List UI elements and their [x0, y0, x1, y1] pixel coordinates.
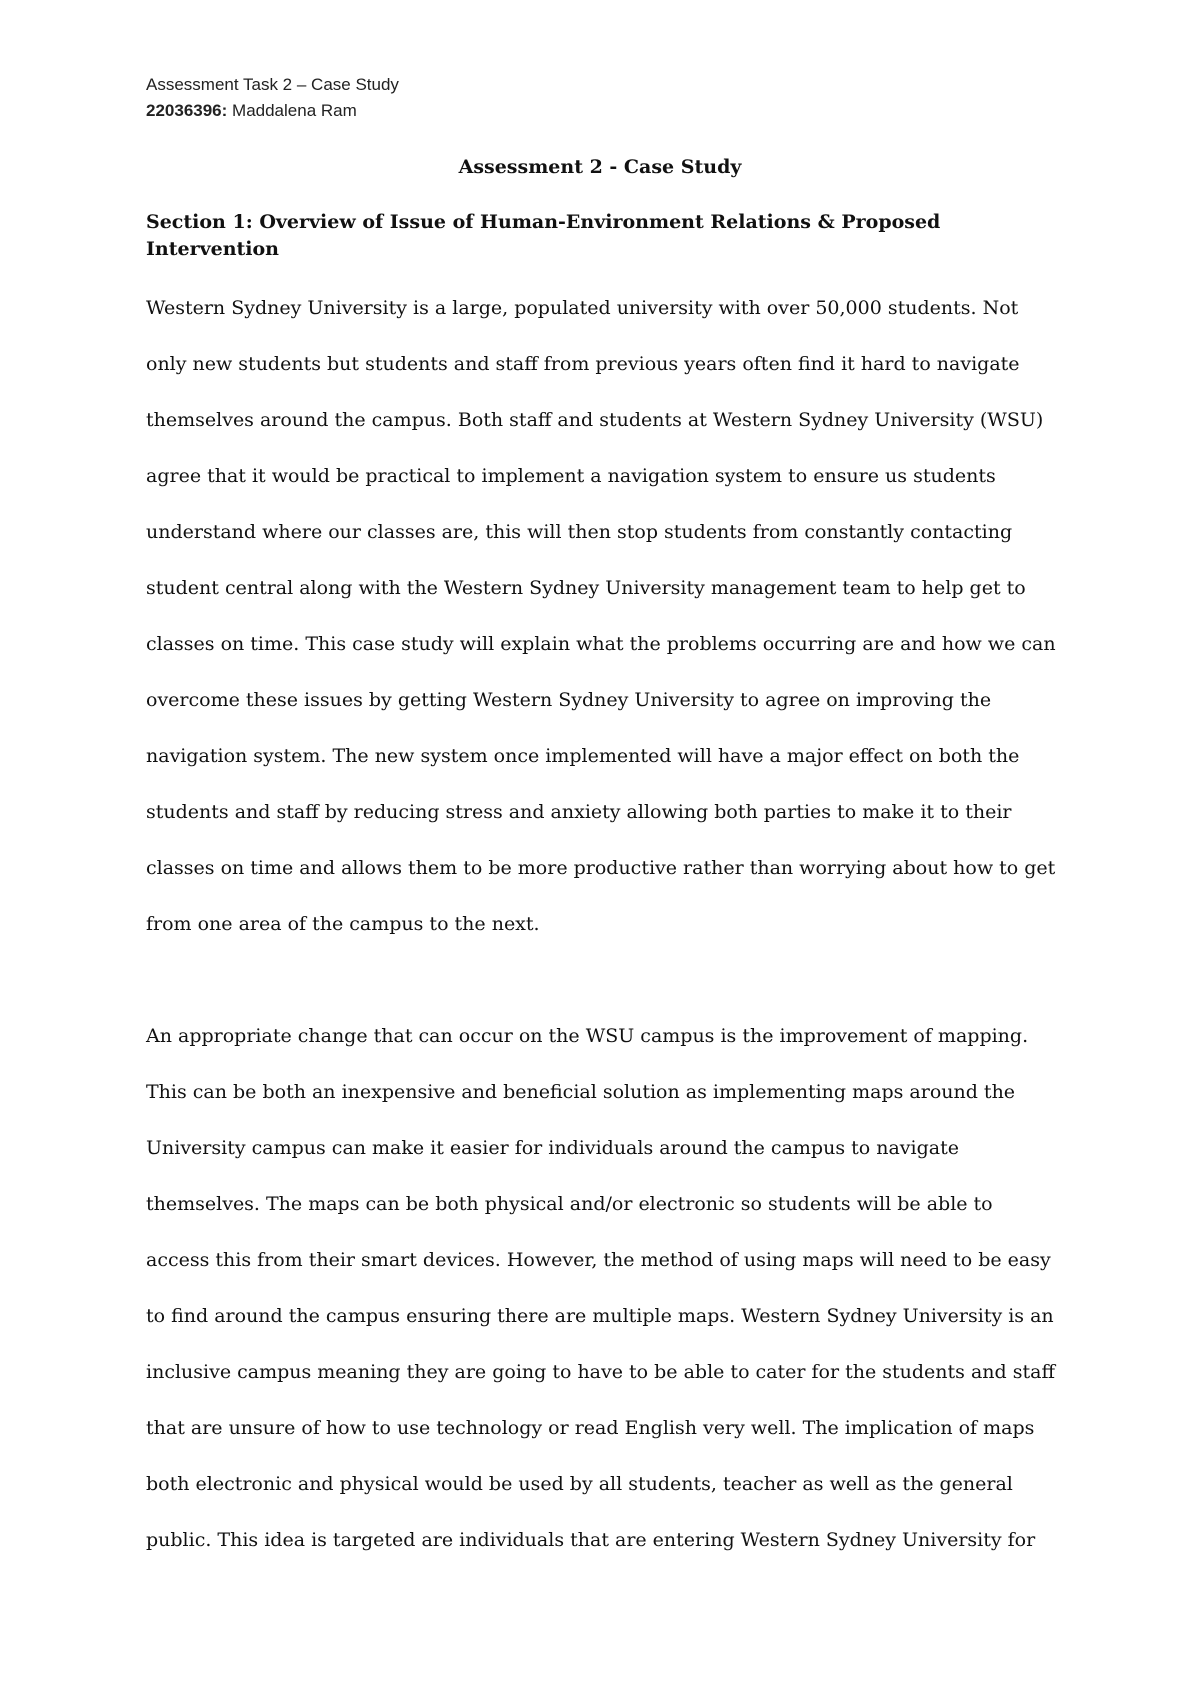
student-name: Maddalena Ram — [227, 101, 357, 120]
paragraph-line: An appropriate change that can occur on the WSU campus is the improvement of mapping. — [146, 1025, 1029, 1047]
paragraph-line: navigation system. The new system once implemented will have a major effect on both the — [146, 745, 1020, 767]
paragraph-line: both electronic and physical would be used by all students, teacher as well as the general — [146, 1473, 1013, 1495]
paragraph-line: classes on time and allows them to be more productive rather than worrying about how to get — [146, 857, 1056, 879]
paragraph-line: students and staff by reducing stress and anxiety allowing both parties to make it to their — [146, 801, 1012, 823]
paragraph-line: inclusive campus meaning they are going to have to be able to cater for the students and staff — [146, 1361, 1055, 1383]
paragraph-line: themselves around the campus. Both staff and students at Western Sydney University (WSU) — [146, 409, 1044, 431]
paragraph-line: access this from their smart devices. However, the method of using maps will need to be easy — [146, 1249, 1051, 1271]
paragraph-line: agree that it would be practical to implement a navigation system to ensure us students — [146, 465, 996, 487]
student-id: 22036396: — [146, 101, 228, 120]
paragraph-line: from one area of the campus to the next. — [146, 913, 540, 935]
header-student-line — [146, 98, 399, 124]
paragraph-line: Western Sydney University is a large, populated university with over 50,000 students. Not — [146, 297, 1019, 319]
paragraph-line: only new students but students and staff from previous years often find it hard to navigate — [146, 353, 1020, 375]
paragraph-line: student central along with the Western Sydney University management team to help get to — [146, 577, 1026, 599]
document-title: Assessment 2 - Case Study — [458, 156, 742, 178]
paragraph-line: understand where our classes are, this will then stop students from constantly contacting — [146, 521, 1013, 543]
paragraph-line: to find around the campus ensuring there are multiple maps. Western Sydney University is an — [146, 1305, 1054, 1327]
page-header — [146, 72, 399, 124]
paragraph-line: that are unsure of how to use technology or read English very well. The implication of maps — [146, 1417, 1035, 1439]
paragraph-line: University campus can make it easier for individuals around the campus to navigate — [146, 1137, 959, 1159]
paragraph-line: classes on time. This case study will explain what the problems occurring are and how we can — [146, 633, 1056, 655]
paragraph-line: public. This idea is targeted are individuals that are entering Western Sydney University for — [146, 1529, 1036, 1551]
section-heading: Section 1: Overview of Issue of Human-Environment Relations & Proposed Intervention — [146, 211, 941, 260]
paragraph-line: themselves. The maps can be both physical and/or electronic so students will be able to — [146, 1193, 993, 1215]
paragraph-line: overcome these issues by getting Western Sydney University to agree on improving the — [146, 689, 992, 711]
header-assessment-title: Assessment Task 2 – Case Study — [146, 75, 399, 94]
paragraph-line: This can be both an inexpensive and beneficial solution as implementing maps around the — [146, 1081, 1016, 1103]
